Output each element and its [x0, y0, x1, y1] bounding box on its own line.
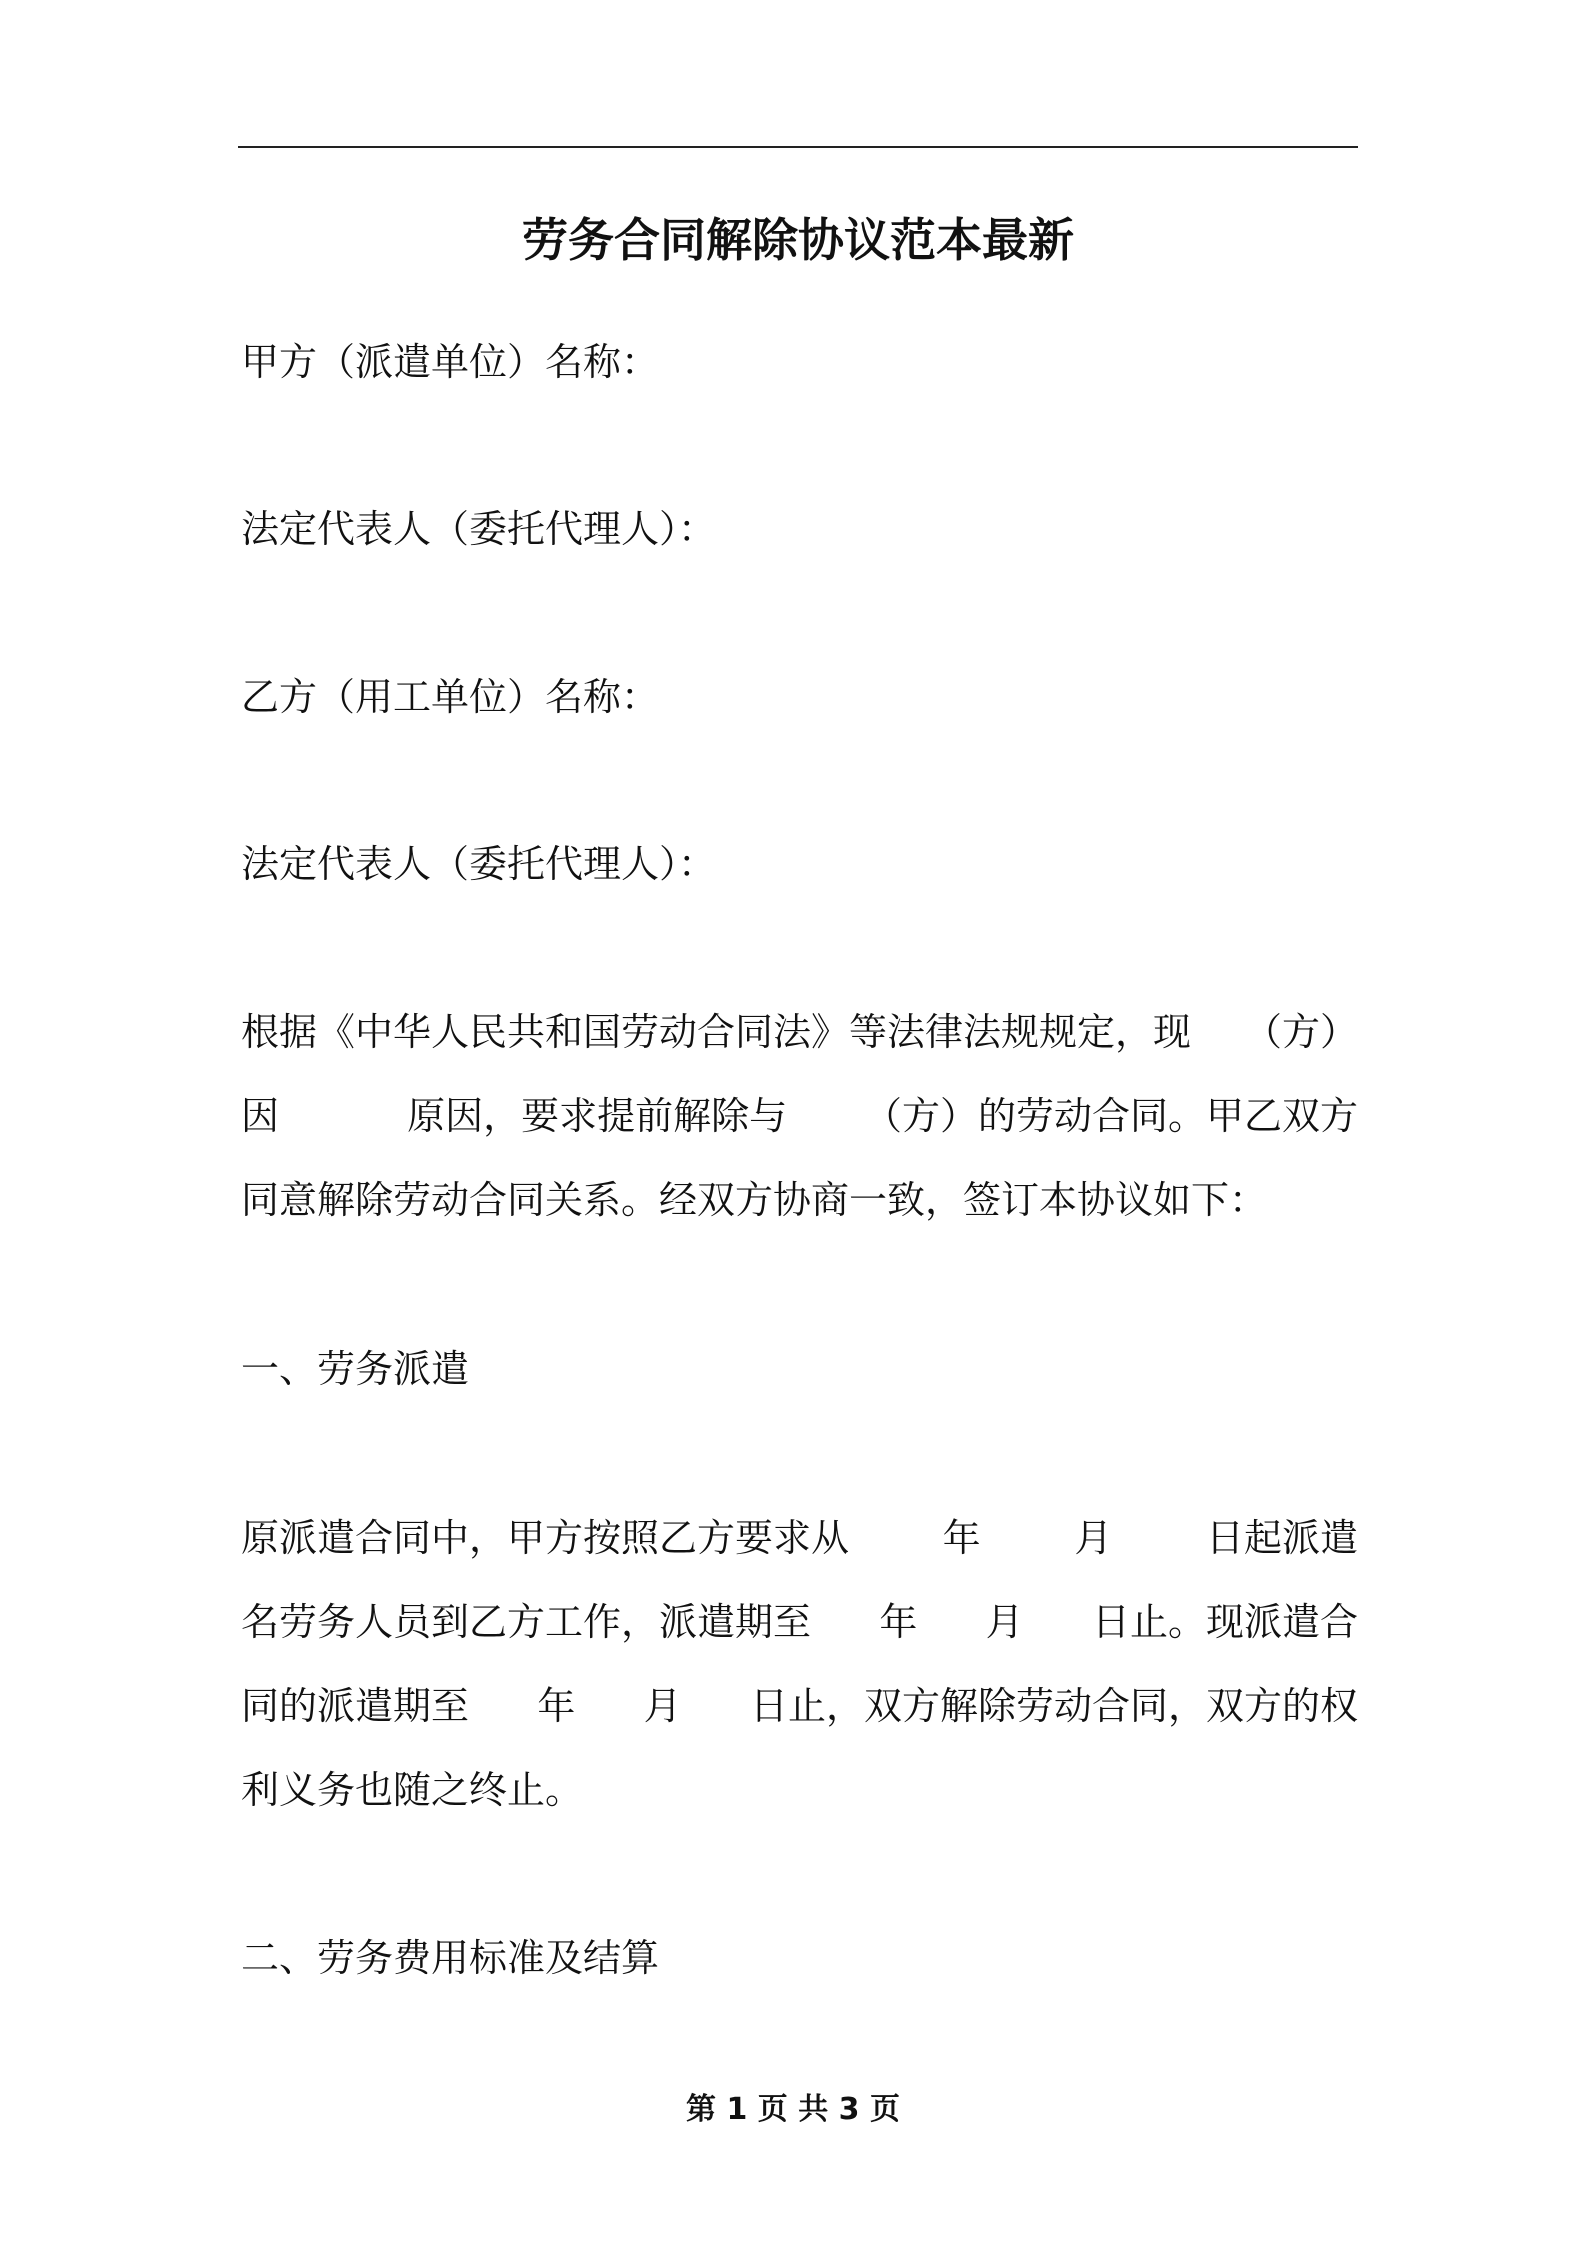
intro-text: 同意解除劳动合同关系。经双方协商一致，签订本协议如下：	[241, 1178, 1268, 1222]
section-1-line-1	[241, 1496, 1358, 1580]
body-text: 利义务也随之终止。	[241, 1768, 584, 1812]
section-2-heading: 二、劳务费用标准及结算	[241, 1936, 660, 1980]
intro-paragraph	[241, 990, 1358, 1242]
intro-text: （方）	[1243, 1010, 1358, 1054]
body-text: 名劳务人员到乙方工作，派遣期至	[241, 1600, 812, 1644]
year-label: 年	[879, 1600, 918, 1644]
intro-text: 原因，要求提前解除与	[407, 1094, 788, 1138]
intro-line-3	[241, 1158, 1358, 1242]
intro-text: 根据《中华人民共和国劳动合同法》等法律法规规定，现	[241, 1010, 1192, 1054]
party-b-name-label: 乙方（用工单位）名称：	[241, 675, 660, 719]
intro-text: （方）的劳动合同。甲乙双方	[863, 1094, 1358, 1138]
document-title: 劳务合同解除协议范本最新	[522, 213, 1074, 267]
body-text: 原派遣合同中，甲方按照乙方要求从	[241, 1516, 850, 1560]
year-label: 年	[537, 1684, 576, 1728]
body-text: 同的派遣期至	[241, 1684, 470, 1728]
party-a-representative-label: 法定代表人（委托代理人）：	[241, 507, 717, 551]
party-a-name-label: 甲方（派遣单位）名称：	[241, 340, 660, 384]
body-text: 日止，双方解除劳动合同，双方的权	[749, 1684, 1358, 1728]
month-label: 月	[1074, 1516, 1113, 1560]
body-text: 日起派遣	[1205, 1516, 1358, 1560]
intro-text: 因	[241, 1094, 280, 1138]
month-label: 月	[985, 1600, 1024, 1644]
header-rule	[238, 146, 1358, 148]
year-label: 年	[942, 1516, 981, 1560]
party-b-representative-label: 法定代表人（委托代理人）：	[241, 842, 717, 886]
intro-line-2	[241, 1074, 1358, 1158]
section-1-line-3	[241, 1664, 1358, 1748]
section-1-paragraph	[241, 1496, 1358, 1832]
month-label: 月	[643, 1684, 682, 1728]
page-number-footer: 第 1 页 共 3 页	[686, 2092, 900, 2127]
section-1-heading: 一、劳务派遣	[241, 1347, 470, 1391]
body-text: 日止。现派遣合	[1091, 1600, 1358, 1644]
intro-line-1	[241, 990, 1358, 1074]
section-1-line-2	[241, 1580, 1358, 1664]
section-1-line-4	[241, 1748, 1358, 1832]
